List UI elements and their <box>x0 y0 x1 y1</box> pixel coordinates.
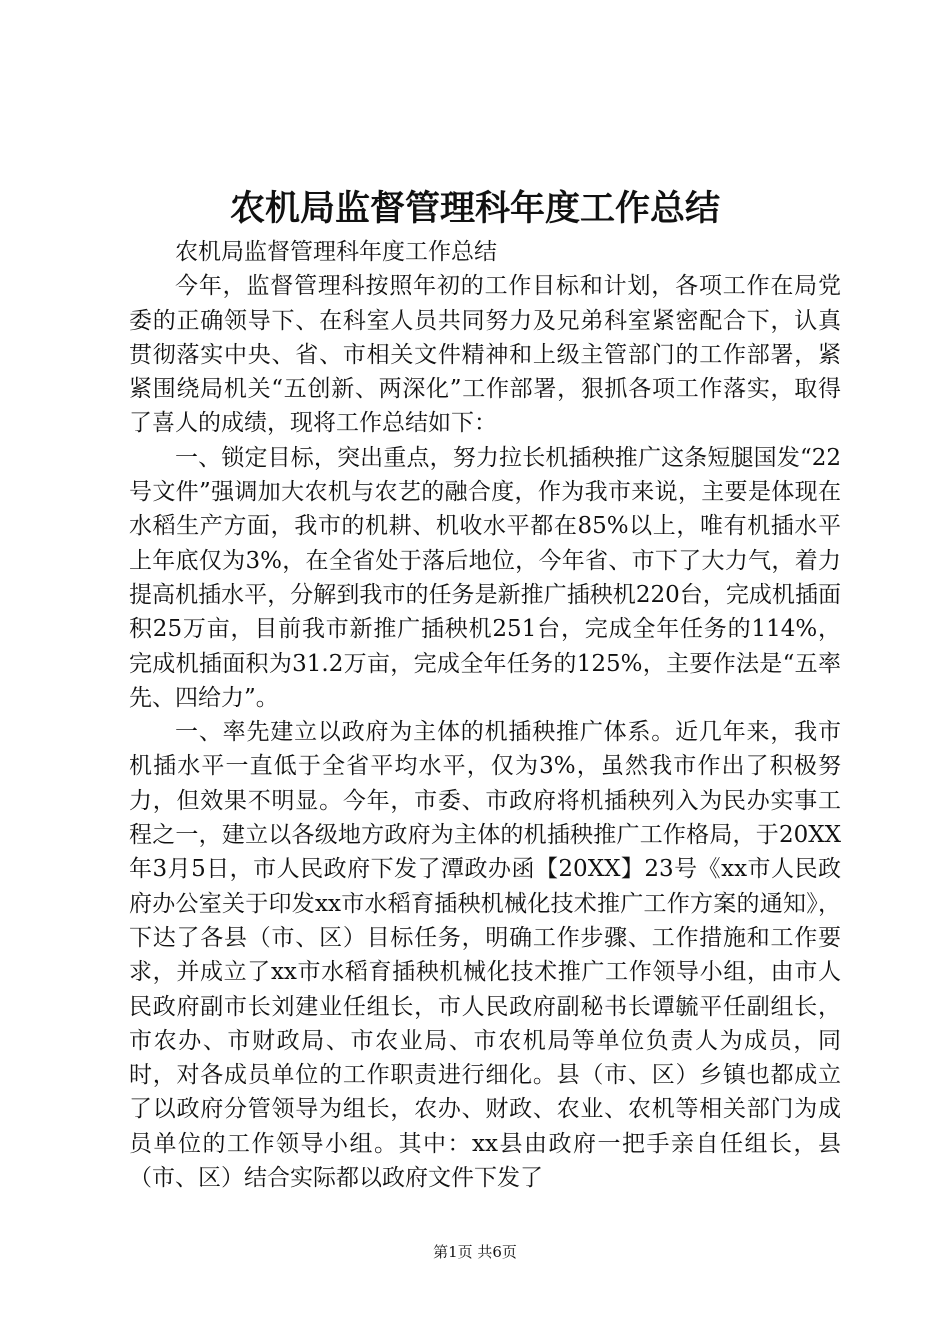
section-one-item-paragraph: 一、率先建立以政府为主体的机插秧推广体系。近几年来，我市机插水平一直低于全省平均水平，仅为3%，虽然我市作出了积极努力，但效果不明显。今年，市委、市政府将机插秧列入为民办实事工程之一，建立以各级地方政府为主体的机插秧推广工作格局，于20XX年3月5日，市人民政府下发了潭政办函【20XX】23号《xx市人民政府办公室关于印发xx市水稻育插秧机械化技术推广工作方案的通知》，下达了各县（市、区）目标任务，明确工作步骤、工作措施和工作要求，并成立了xx市水稻育插秧机械化技术推广工作领导小组，由市人民政府副市长刘建业任组长，市人民政府副秘书长谭毓平任副组长，市农办、市财政局、市农业局、市农机局等单位负责人为成员，同时，对各成员单位的工作职责进行细化。县（市、区）乡镇也都成立了以政府分管领导为组长，农办、财政、农业、农机等相关部门为成员单位的工作领导小组。其中：xx县由政府一把手亲自任组长，县（市、区）结合实际都以政府文件下发了 <box>129 719 841 1192</box>
subtitle-paragraph: 农机局监督管理科年度工作总结 <box>175 239 497 265</box>
page-footer: 第1页 共6页 <box>433 1243 517 1261</box>
document-body <box>129 235 841 1195</box>
intro-paragraph: 今年，监督管理科按照年初的工作目标和计划，各项工作在局党委的正确领导下、在科室人员共同努力及兄弟科室紧密配合下，认真贯彻落实中央、省、市相关文件精神和上级主管部门的工作部署，紧紧围绕局机关“五创新、两深化”工作部署，狠抓各项工作落实，取得了喜人的成绩，现将工作总结如下： <box>129 273 841 437</box>
section-one-paragraph: 一、锁定目标，突出重点，努力拉长机插秧推广这条短腿国发“22号文件”强调加大农机与农艺的融合度，作为我市来说，主要是体现在水稻生产方面，我市的机耕、机收水平都在85%以上，唯有机插水平上年底仅为3%，在全省处于落后地位，今年省、市下了大力气，着力提高机插水平，分解到我市的任务是新推广插秧机220台，完成机插面积25万亩，目前我市新推广插秧机251台，完成全年任务的114%，完成机插面积为31.2万亩，完成全年任务的125%，主要作法是“五率先、四给力”。 <box>129 444 841 711</box>
document-title: 农机局监督管理科年度工作总结 <box>229 188 720 229</box>
